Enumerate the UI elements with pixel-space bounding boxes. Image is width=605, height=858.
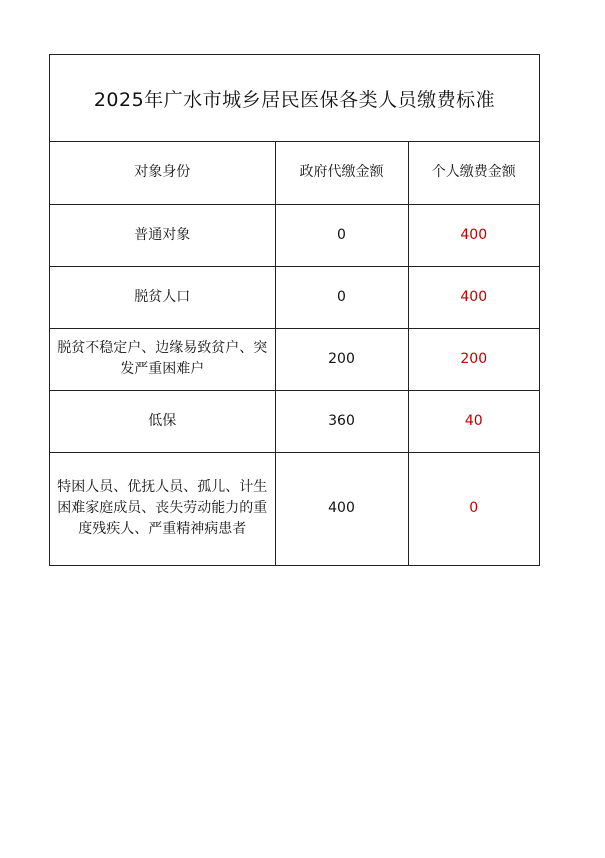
header-row xyxy=(50,142,539,204)
fee-table xyxy=(50,142,539,565)
gov-amount-cell: 400 xyxy=(275,452,408,565)
table-row xyxy=(50,204,539,266)
fee-standard-table xyxy=(49,54,540,566)
table-row xyxy=(50,266,539,328)
table-title: 2025年广水市城乡居民医保各类人员缴费标准 xyxy=(50,55,539,142)
table-row xyxy=(50,390,539,452)
identity-cell: 脱贫不稳定户、边缘易致贫户、突发严重困难户 xyxy=(50,328,275,390)
identity-cell: 特困人员、优抚人员、孤儿、计生困难家庭成员、丧失劳动能力的重度残疾人、严重精神病患者 xyxy=(50,452,275,565)
gov-amount-cell: 0 xyxy=(275,204,408,266)
personal-amount-cell: 400 xyxy=(408,204,539,266)
identity-cell: 脱贫人口 xyxy=(50,266,275,328)
personal-amount-cell: 400 xyxy=(408,266,539,328)
header-identity: 对象身份 xyxy=(50,142,275,204)
gov-amount-cell: 200 xyxy=(275,328,408,390)
header-gov-amount: 政府代缴金额 xyxy=(275,142,408,204)
table-row xyxy=(50,452,539,565)
personal-amount-cell: 40 xyxy=(408,390,539,452)
gov-amount-cell: 0 xyxy=(275,266,408,328)
table-row xyxy=(50,328,539,390)
personal-amount-cell: 200 xyxy=(408,328,539,390)
header-personal-amount: 个人缴费金额 xyxy=(408,142,539,204)
identity-cell: 普通对象 xyxy=(50,204,275,266)
gov-amount-cell: 360 xyxy=(275,390,408,452)
personal-amount-cell: 0 xyxy=(469,500,479,517)
identity-cell: 低保 xyxy=(50,390,275,452)
